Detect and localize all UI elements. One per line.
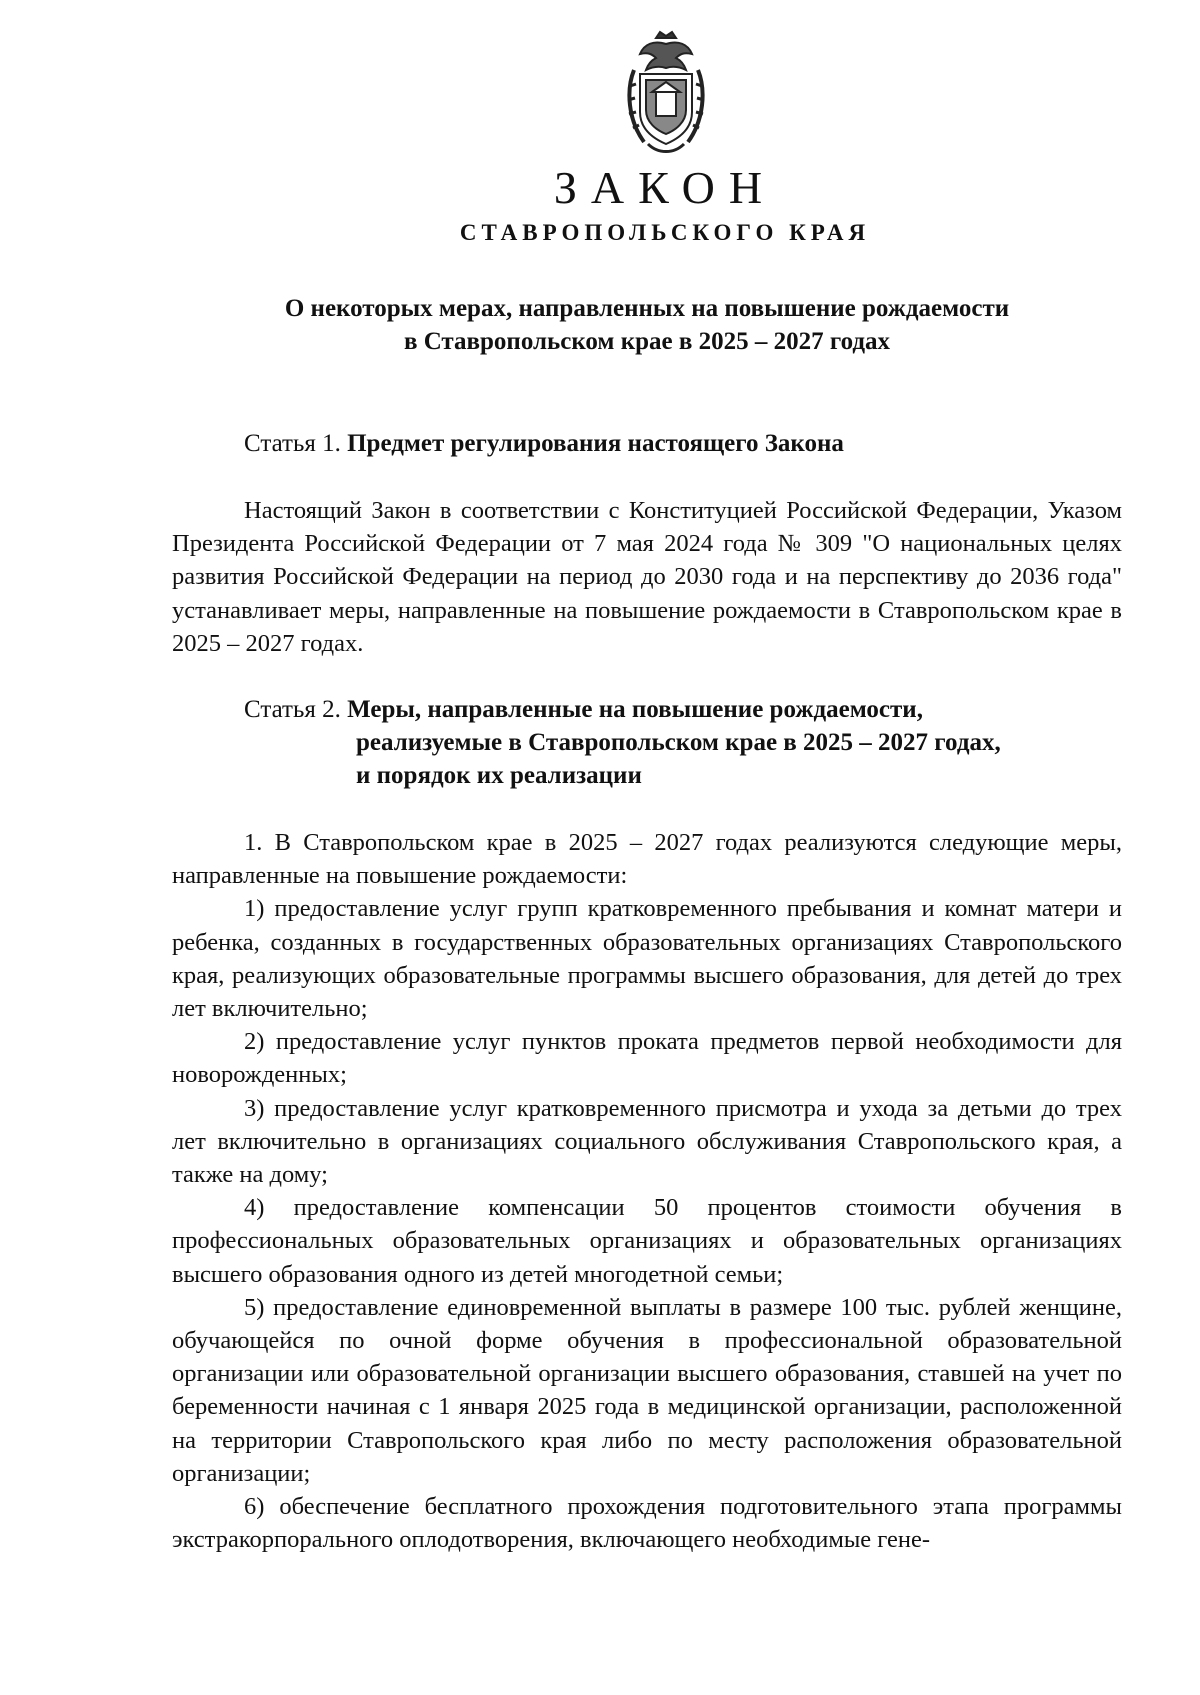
law-name [172,292,1122,358]
paragraph: Настоящий Закон в соответствии с Конституцией Российской Федерации, Указом Президента Российской Федерации от 7 мая 2024 года № 309 "О национальных целях развития Российской Федерации на период до 2030 года и на перспективу до 2036 года" устанавливает меры, направленные на повышение рождаемости в Ставропольском крае в 2025 – 2027 годах. [172,497,1122,657]
article-2-body [172,826,1122,1556]
article-label: Статья 2. [244,696,341,723]
article-label: Статья 1. [244,430,341,457]
list-item: 4) предоставление компенсации 50 процентов стоимости обучения в профессиональных образовательных организациях и образовательных организациях высшего образования одного из детей многодетной семьи; [172,1194,1122,1288]
article-name-continuation: реализуемые в Ставропольском крае в 2025 – 2027 годах, [356,729,1001,756]
article-name: Меры, направленные на повышение рождаемости, [347,696,923,723]
list-item: 1) предоставление услуг групп кратковременного пребывания и комнат матери и ребенка, созданных в государственных образовательных организациях Ставропольского края, реализующих образовательные программы высшего образования, для детей до трех лет включительно; [172,895,1122,1023]
law-name-line: О некоторых мерах, направленных на повышение рождаемости [284,295,1010,322]
coat-of-arms-icon [618,30,714,158]
list-item: 6) обеспечение бесплатного прохождения подготовительного этапа программы экстракорпорального оплодотворения, включающего необходимые гене- [172,1493,1122,1554]
article-1-heading [244,427,1124,460]
document-subtitle: СТАВРОПОЛЬСКОГО КРАЯ [459,220,871,245]
list-item: 5) предоставление единовременной выплаты в размере 100 тыс. рублей женщине, обучающейся по очной форме обучения в профессиональной образовательной организации или образовательной организации высшего образования, ставшей на учет по беременности начиная с 1 января 2025 года в медицинской организации, расположенной на территории Ставропольского края либо по месту расположения образовательной организации; [172,1293,1122,1487]
article-name: Предмет регулирования настоящего Закона [347,430,844,457]
article-name-continuation: и порядок их реализации [356,762,642,789]
article-2-heading [244,693,1124,792]
article-1-body [172,494,1122,660]
document-title: ЗАКОН [553,162,777,213]
list-item: 2) предоставление услуг пунктов проката предметов первой необходимости для новорожденных; [172,1028,1122,1089]
paragraph: 1. В Ставропольском крае в 2025 – 2027 годах реализуются следующие меры, направленные на повышение рождаемости: [172,829,1122,890]
list-item: 3) предоставление услуг кратковременного присмотра и ухода за детьми до трех лет включительно в организациях социального обслуживания Ставропольского края, а также на дому; [172,1094,1122,1189]
law-name-line: в Ставропольском крае в 2025 – 2027 годах [403,328,891,355]
